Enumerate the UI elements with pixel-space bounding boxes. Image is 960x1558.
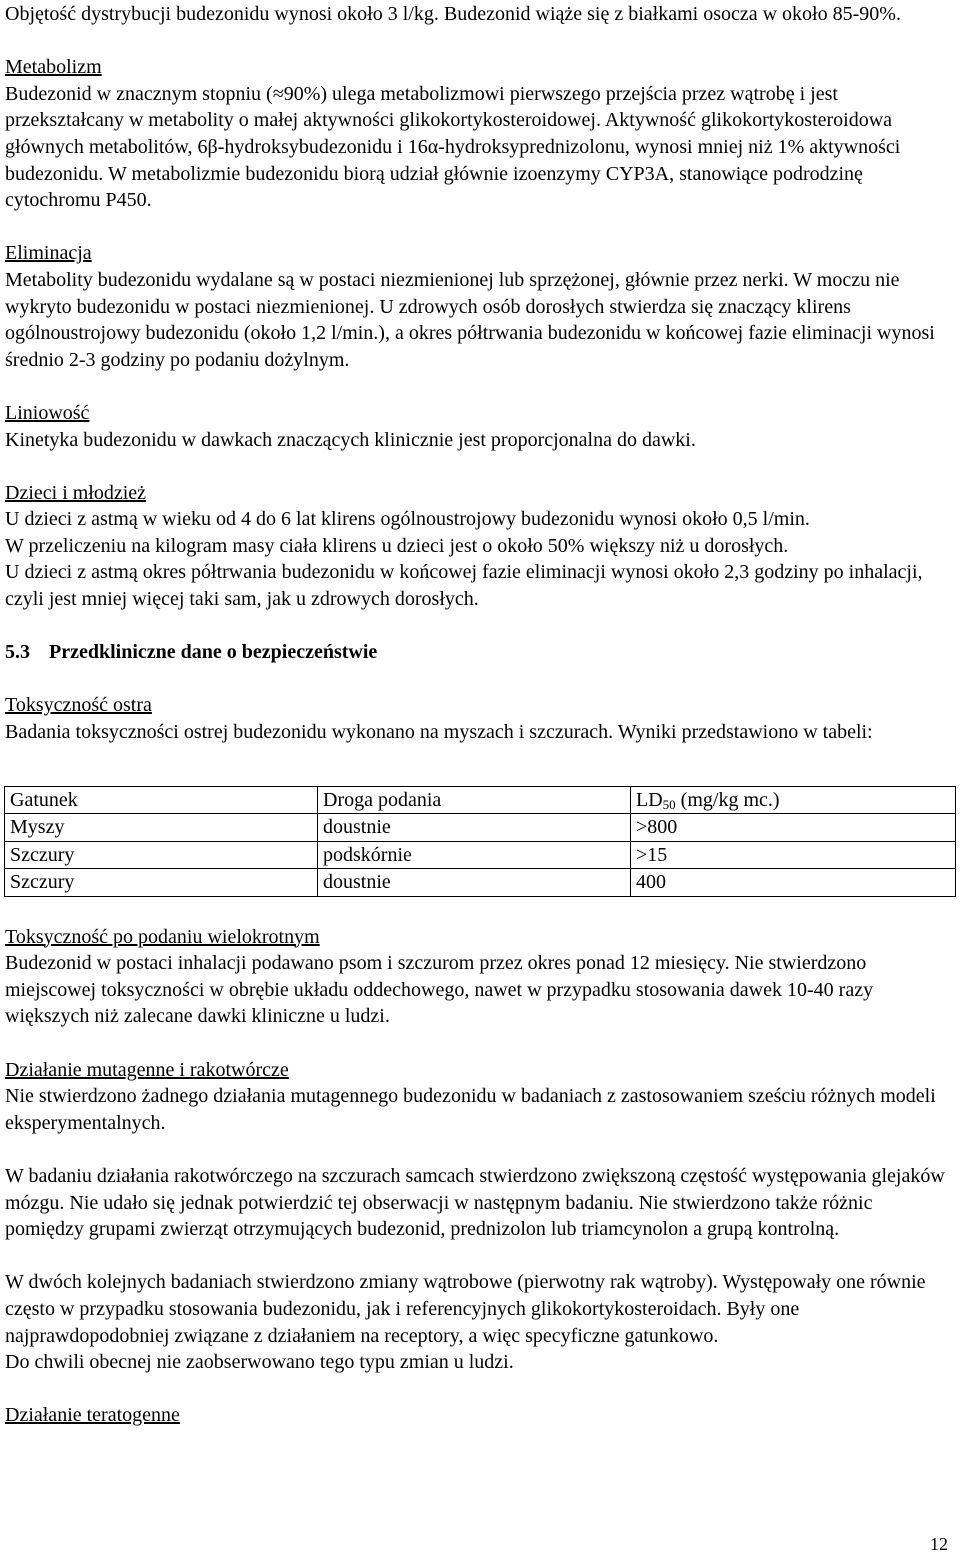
metabolizm-paragraph: Budezonid w znacznym stopniu (≈90%) ulega metabolizmowi pierwszego przejścia przez wątrobę i jest przekształcany w metabolity o małej aktywności glikokortykosteroidowej. Aktywność glikokortykosteroidowa głównych metabolitów, 6β-hydroksybudezonidu i 16α-hydroksyprednizolonu, wynosi mniej niż 1% aktywności budezonidu. W metabolizmie budezonidu biorą udział głównie izoenzymy CYP3A, stanowiące podrodzinę cytochromu P450. bbox=[5, 82, 901, 212]
header-ld-main: LD bbox=[636, 788, 663, 811]
metabolizm-heading: Metabolizm bbox=[5, 56, 102, 79]
cell-ld50: >800 bbox=[631, 814, 956, 842]
dzieci-line-3: U dzieci z astmą okres półtrwania budezonidu w końcowej fazie eliminacji wynosi około 2,3 godziny po inhalacji, czyli jest mniej więcej taki sam, jak u zdrowych dorosłych. bbox=[5, 561, 923, 611]
cell-species: Myszy bbox=[5, 814, 318, 842]
header-ld-unit: (mg/kg mc.) bbox=[675, 788, 780, 811]
toksycznosc-wielokrotna-paragraph: Budezonid w postaci inhalacji podawano psom i szczurom przez okres ponad 12 miesięcy. Nie stwierdzono miejscowej toksyczności w obrębie układu oddechowego, nawet w przypadku stosowania dawek 10-40 razy większych niż zalecane dawki kliniczne u ludzi. bbox=[5, 952, 874, 1028]
cell-species: Szczury bbox=[5, 869, 318, 897]
page-number: 12 bbox=[930, 1534, 948, 1554]
table-row bbox=[5, 841, 956, 869]
cell-route: doustnie bbox=[318, 814, 631, 842]
cell-route: podskórnie bbox=[318, 841, 631, 869]
header-ld-sub: 50 bbox=[662, 796, 676, 812]
cell-ld50: >15 bbox=[631, 841, 956, 869]
mutagenne-paragraph-1: Nie stwierdzono żadnego działania mutagennego budezonidu w badaniach z zastosowaniem sześciu różnych modeli eksperymentalnych. bbox=[5, 1085, 936, 1134]
toksycznosc-wielokrotna-heading: Toksyczność po podaniu wielokrotnym bbox=[5, 925, 320, 948]
cell-route: doustnie bbox=[318, 869, 631, 897]
section-heading-5-3 bbox=[5, 639, 955, 666]
mutagenne-paragraph-2: W badaniu działania rakotwórczego na szczurach samcach stwierdzono zwiększoną częstość występowania glejaków mózgu. Nie udało się jednak potwierdzić tej obserwacji w następnym badaniu. Nie stwierdzono także różnic pomiędzy grupami zwierząt otrzymujących budezonid, prednizolon lub triamcynolon a grupą kontrolną. bbox=[5, 1164, 945, 1241]
cell-species: Szczury bbox=[5, 841, 318, 869]
dzieci-line-1: U dzieci z astmą w wieku od 4 do 6 lat klirens ogólnoustrojowy budezonidu wynosi około 0,5 l/min. bbox=[5, 508, 810, 531]
ld50-table bbox=[4, 786, 956, 897]
liniowosc-paragraph: Kinetyka budezonidu w dawkach znaczących klinicznie jest proporcjonalna do dawki. bbox=[5, 428, 696, 451]
table-row bbox=[5, 814, 956, 842]
liniowosc-heading: Liniowość bbox=[5, 401, 90, 424]
dzieci-heading: Dzieci i młodzież bbox=[5, 481, 147, 504]
dzieci-line-2: W przeliczeniu na kilogram masy ciała klirens u dzieci jest o około 50% większy niż u dorosłych. bbox=[5, 534, 789, 557]
table-header-row bbox=[5, 786, 956, 814]
section-number: 5.3 bbox=[5, 641, 30, 664]
table-row bbox=[5, 869, 956, 897]
cell-ld50: 400 bbox=[631, 869, 956, 897]
header-species: Gatunek bbox=[5, 786, 318, 814]
eliminacja-paragraph: Metabolity budezonidu wydalane są w postaci niezmienionej lub sprzężonej, głównie przez nerki. W moczu nie wykryto budezonidu w postaci niezmienionej. U zdrowych osób dorosłych stwierdza się znaczący klirens ogólnoustrojowy budezonidu (około 1,2 l/min.), a okres półtrwania budezonidu w końcowej fazie eliminacji wynosi średnio 2-3 godziny po podaniu dożylnym. bbox=[5, 268, 935, 371]
mutagenne-heading: Działanie mutagenne i rakotwórcze bbox=[5, 1058, 289, 1081]
toksycznosc-ostra-heading: Toksyczność ostra bbox=[5, 694, 152, 717]
document-page bbox=[5, 1, 955, 1429]
eliminacja-heading: Eliminacja bbox=[5, 242, 92, 265]
header-ld50 bbox=[631, 786, 956, 814]
toksycznosc-ostra-paragraph: Badania toksyczności ostrej budezonidu wykonano na myszach i szczurach. Wyniki przedstawiono w tabeli: bbox=[5, 721, 873, 744]
mutagenne-paragraph-3: W dwóch kolejnych badaniach stwierdzono zmiany wątrobowe (pierwotny rak wątroby). Występowały one równie często w przypadku stosowania budezonidu, jak i referencyjnych glikokortykosteroidach. Były one najprawdopodobniej związane z działaniem na receptory, a więc specyficzne gatunkowo. bbox=[5, 1271, 926, 1347]
section-title: Przedkliniczne dane o bezpieczeństwie bbox=[49, 641, 378, 664]
distribution-paragraph: Objętość dystrybucji budezonidu wynosi około 3 l/kg. Budezonid wiąże się z białkami osocza w około 85-90%. bbox=[5, 3, 901, 25]
header-route: Droga podania bbox=[318, 786, 631, 814]
teratogenne-heading: Działanie teratogenne bbox=[5, 1404, 180, 1427]
mutagenne-paragraph-4: Do chwili obecnej nie zaobserwowano tego typu zmian u ludzi. bbox=[5, 1351, 514, 1374]
